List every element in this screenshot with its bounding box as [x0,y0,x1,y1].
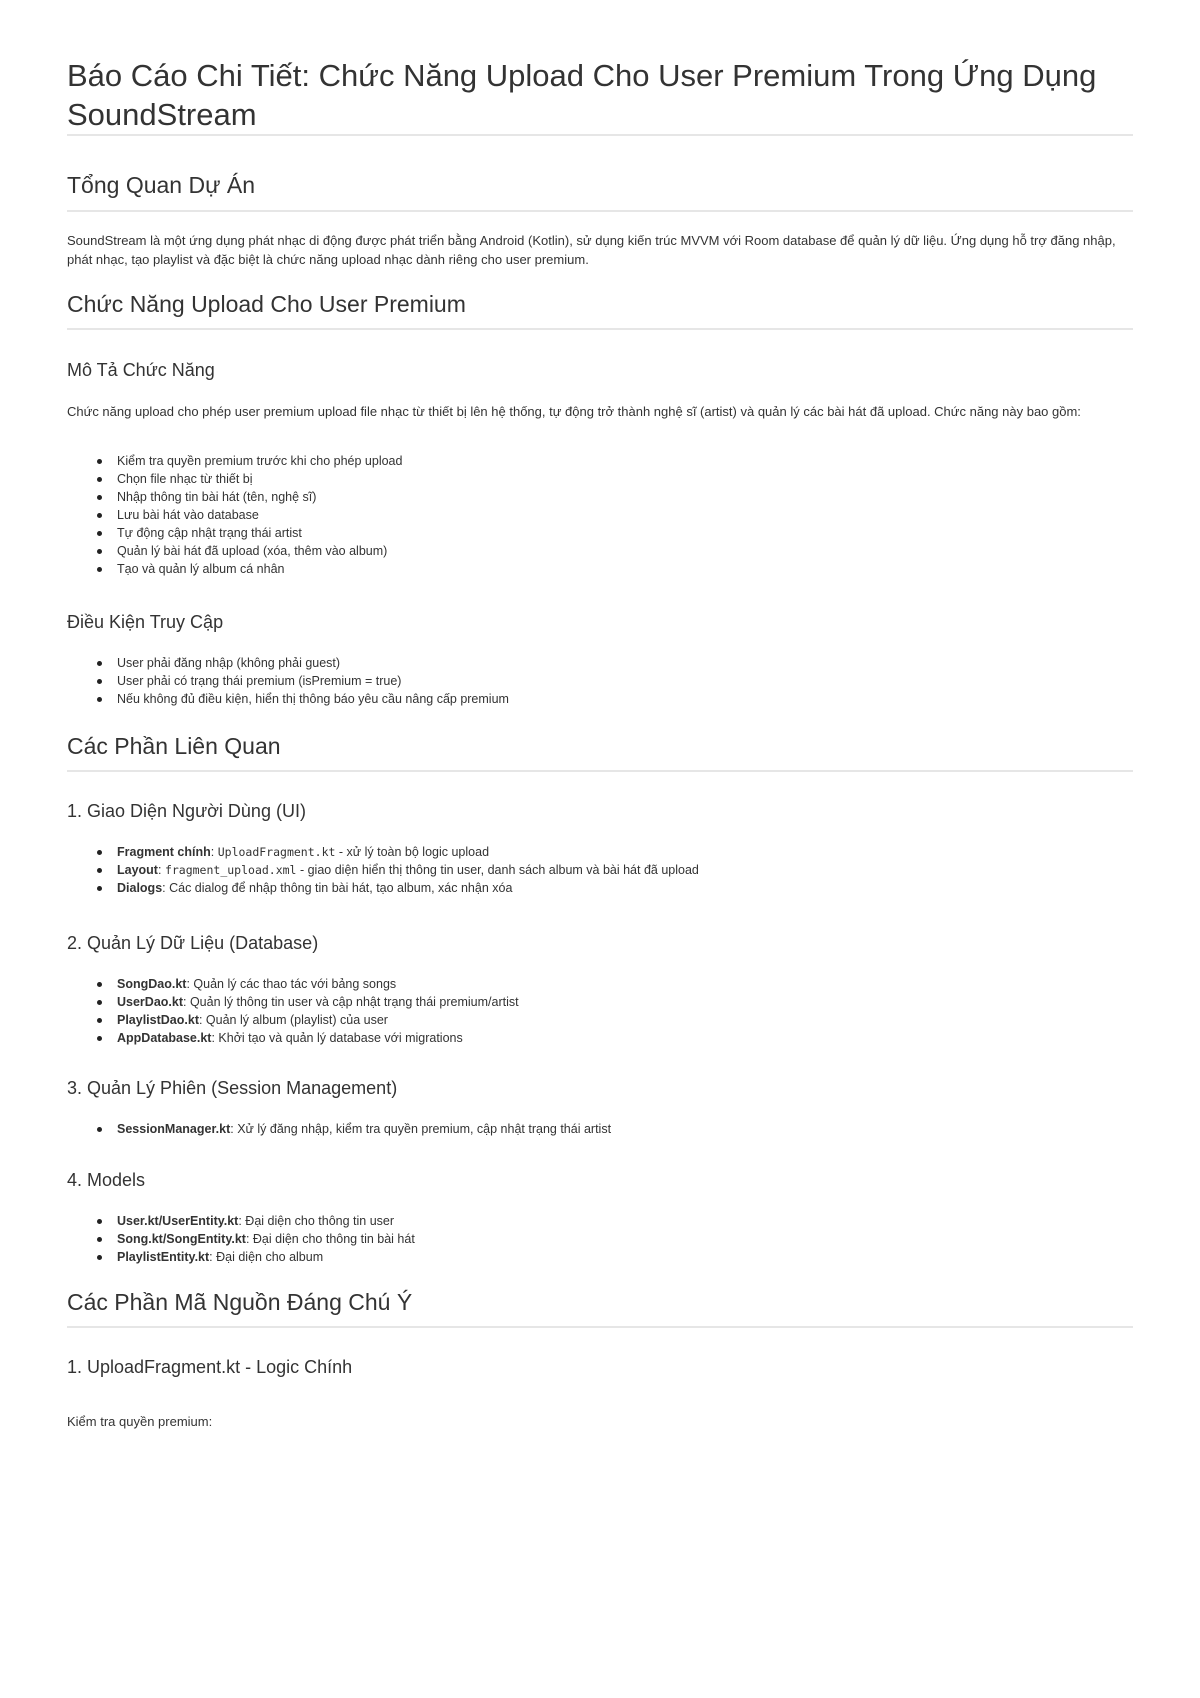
overview-heading: Tổng Quan Dự Án [67,172,255,198]
description-list [67,452,1183,578]
list-item [117,1120,1183,1138]
item-label: AppDatabase.kt [117,1031,212,1045]
overview-divider [67,210,1133,212]
title-divider [67,134,1133,136]
description-text: Chức năng upload cho phép user premium upload file nhạc từ thiết bị lên hệ thống, tự động trở thành nghệ sĩ (artist) và quản lý các bài hát đã upload. Chức năng này bao gồm: [67,404,1081,419]
item-text: : Quản lý album (playlist) của user [198,1013,388,1027]
item-label: SongDao.kt [117,977,187,991]
item-label: Dialogs [117,881,163,895]
list-item: Tự động cập nhật trạng thái artist [117,524,1183,542]
item-text: : Khởi tạo và quản lý database với migrations [211,1031,463,1045]
list-item: Nhập thông tin bài hát (tên, nghệ sĩ) [117,488,1183,506]
list-item [117,975,1183,993]
source-divider [67,1326,1133,1328]
item-separator: : [210,845,218,859]
source-heading: Các Phần Mã Nguồn Đáng Chú Ý [67,1289,413,1315]
overview-text: SoundStream là một ứng dụng phát nhạc di động được phát triển bằng Android (Kotlin), sử dụng kiến trúc MVVM với Room database để quản lý dữ liệu. Ứng dụng hỗ trợ đăng nhập, phát nhạc, tạo playlist và đặc biệt là chức năng upload nhạc dành riêng cho user premium. [67,233,1116,267]
item-text: : Quản lý các thao tác với bảng songs [186,977,397,991]
models-heading: 4. Models [67,1170,146,1190]
item-label: User.kt/UserEntity.kt [117,1214,239,1228]
related-divider [67,770,1133,772]
item-text: : Quản lý thông tin user và cập nhật trạng thái premium/artist [183,995,519,1009]
item-text: : Xử lý đăng nhập, kiểm tra quyền premium, cập nhật trạng thái artist [230,1122,612,1136]
list-item: Tạo và quản lý album cá nhân [117,560,1183,578]
db-heading: 2. Quản Lý Dữ Liệu (Database) [67,933,319,953]
db-list [67,975,1183,1047]
item-separator: : [157,863,165,877]
list-item: Chọn file nhạc từ thiết bị [117,470,1183,488]
list-item: Quản lý bài hát đã upload (xóa, thêm vào album) [117,542,1183,560]
session-list [67,1120,1183,1138]
list-item [117,879,1183,897]
item-text: - xử lý toàn bộ logic upload [335,845,490,859]
list-item: Lưu bài hát vào database [117,506,1183,524]
list-item: User phải đăng nhập (không phải guest) [117,654,1183,672]
item-code: fragment_upload.xml [164,863,297,877]
list-item [117,1230,1183,1248]
item-label: PlaylistEntity.kt [117,1250,210,1264]
item-text: : Đại diện cho thông tin user [238,1214,395,1228]
item-text: : Đại diện cho thông tin bài hát [245,1232,415,1246]
list-item [117,861,1183,879]
feature-divider [67,328,1133,330]
list-item [117,843,1183,861]
feature-heading: Chức Năng Upload Cho User Premium [67,291,466,317]
item-label: Fragment chính [117,845,211,859]
item-label: PlaylistDao.kt [117,1013,199,1027]
item-label: SessionManager.kt [117,1122,231,1136]
source-subheading: 1. UploadFragment.kt - Logic Chính [67,1357,353,1377]
list-item [117,1011,1183,1029]
ui-heading: 1. Giao Diện Người Dùng (UI) [67,801,306,821]
list-item [117,993,1183,1011]
item-label: UserDao.kt [117,995,183,1009]
item-text: Các dialog để nhập thông tin bài hát, tạo album, xác nhận xóa [169,881,513,895]
item-text: - giao diện hiển thị thông tin user, danh sách album và bài hát đã upload [296,863,699,877]
related-heading: Các Phần Liên Quan [67,733,281,759]
list-item: Nếu không đủ điều kiện, hiển thị thông báo yêu cầu nâng cấp premium [117,690,1183,708]
list-item [117,1248,1183,1266]
models-list [67,1212,1183,1266]
list-item [117,1212,1183,1230]
document-title: Báo Cáo Chi Tiết: Chức Năng Upload Cho User Premium Trong Ứng Dụng SoundStream [67,58,1097,132]
list-item [117,1029,1183,1047]
access-list [67,654,1183,708]
item-label: Song.kt/SongEntity.kt [117,1232,246,1246]
item-label: Layout [117,863,158,877]
description-heading: Mô Tả Chức Năng [67,360,215,380]
list-item: User phải có trạng thái premium (isPremium = true) [117,672,1183,690]
access-heading: Điều Kiện Truy Cập [67,612,224,632]
item-text: : Đại diện cho album [209,1250,324,1264]
list-item: Kiểm tra quyền premium trước khi cho phép upload [117,452,1183,470]
item-separator: : [162,881,170,895]
source-subtext: Kiểm tra quyền premium: [67,1414,213,1429]
ui-list [67,843,1183,897]
session-heading: 3. Quản Lý Phiên (Session Management) [67,1078,398,1098]
item-code: UploadFragment.kt [217,845,336,859]
